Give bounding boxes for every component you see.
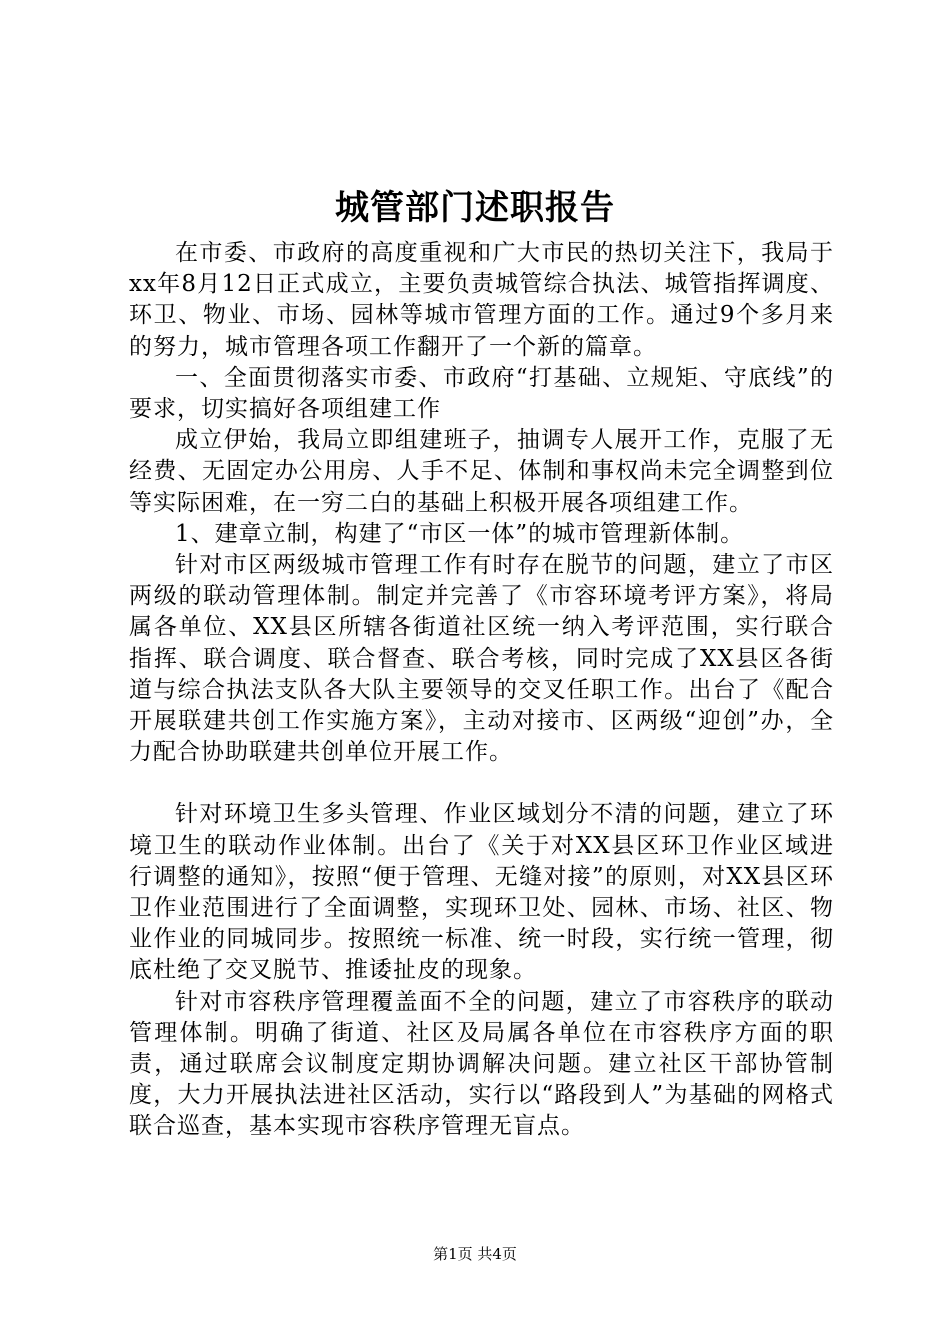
section-heading-1: 一、全面贯彻落实市委、市政府“打基础、立规矩、守底线”的要求，切实搞好各项组建工作 <box>129 364 834 423</box>
document-body <box>129 238 834 1143</box>
subsection-heading-1: 1、建章立制，构建了“市区一体”的城市管理新体制。 <box>175 520 745 547</box>
paragraph-intro: 在市委、市政府的高度重视和广大市民的热切关注下，我局于xx年8月12日正式成立，主要负责城管综合执法、城管指挥调度、环卫、物业、市场、园林等城市管理方面的工作。通过9个多月来的努力，城市管理各项工作翻开了一个新的篇章。 <box>129 240 834 360</box>
paragraph-sanitation: 针对环境卫生多头管理、作业区域划分不清的问题，建立了环境卫生的联动作业体制。出台了《关于对XX县区环卫作业区域进行调整的通知》，按照“便于管理、无缝对接”的原则，对XX县区环卫作业范围进行了全面调整，实现环卫处、园林、市场、社区、物业作业的同城同步。按照统一标准、统一时段，实行统一管理，彻底杜绝了交叉脱节、推诿扯皮的现象。 <box>129 801 834 984</box>
paragraph-founding: 成立伊始，我局立即组建班子，抽调专人展开工作，克服了无经费、无固定办公用房、人手不足、体制和事权尚未完全调整到位等实际困难，在一穷二白的基础上积极开展各项组建工作。 <box>129 427 834 516</box>
page-footer: 第1页 共4页 <box>433 1245 517 1263</box>
paragraph-city-order: 针对市容秩序管理覆盖面不全的问题，建立了市容秩序的联动管理体制。明确了街道、社区及局属各单位在市容秩序方面的职责，通过联席会议制度定期协调解决问题。建立社区干部协管制度，大力开展执法进社区活动，实行以“路段到人”为基础的网格式联合巡查，基本实现市容秩序管理无盲点。 <box>129 988 834 1140</box>
paragraph-linkage-management: 针对市区两级城市管理工作有时存在脱节的问题，建立了市区两级的联动管理体制。制定并完善了《市容环境考评方案》，将局属各单位、XX县区所辖各街道社区统一纳入考评范围，实行联合指挥、联合调度、联合督查、联合考核，同时完成了XX县区各街道与综合执法支队各大队主要领导的交叉任职工作。出台了《配合开展联建共创工作实施方案》，主动对接市、区两级“迎创”办，全力配合协助联建共创单位开展工作。 <box>129 552 834 766</box>
document-title: 城管部门述职报告 <box>335 188 615 228</box>
